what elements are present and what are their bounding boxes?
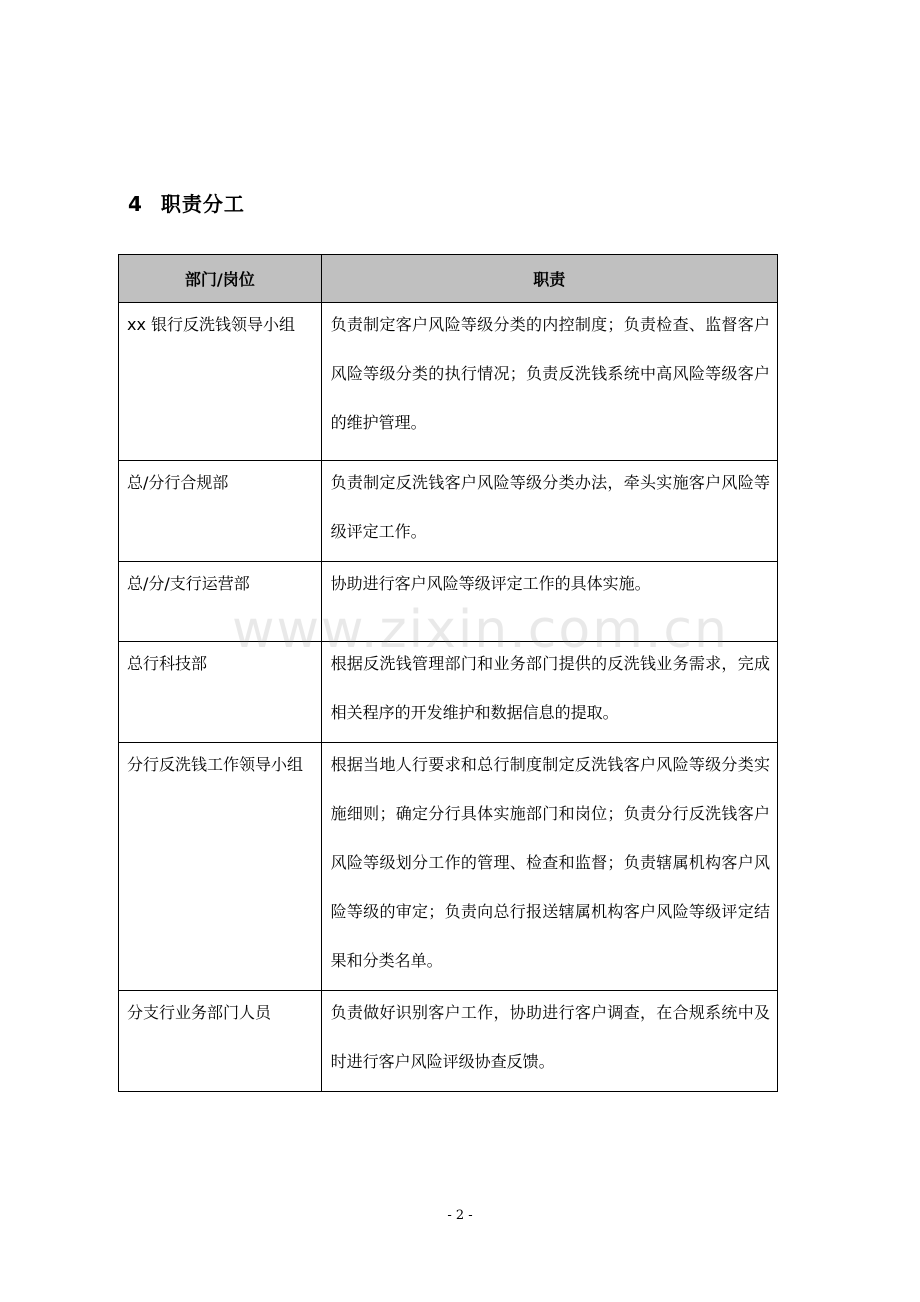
header-department: 部门/岗位: [119, 255, 322, 303]
section-heading: [128, 188, 245, 217]
duty-cell: [321, 743, 777, 991]
table-row: [119, 303, 778, 461]
duty-cell: [321, 642, 777, 743]
section-title: 职责分工: [160, 192, 245, 216]
duty-cell: [321, 562, 777, 642]
table-row: [119, 743, 778, 991]
department-cell: [119, 991, 322, 1092]
duty-text: 根据反洗钱管理部门和业务部门提供的反洗钱业务需求，完成相关程序的开发维护和数据信息的提取。: [330, 654, 770, 722]
table-row: [119, 461, 778, 562]
duty-cell: [321, 303, 777, 461]
department-text: xx 银行反洗钱领导小组: [127, 315, 296, 334]
page-number: - 2 -: [447, 1208, 473, 1223]
table-header-row: [119, 255, 778, 303]
department-cell: [119, 562, 322, 642]
department-text: 总行科技部: [127, 654, 208, 673]
duty-text: 负责做好识别客户工作，协助进行客户调查，在合规系统中及时进行客户风险评级协查反馈。: [330, 1003, 770, 1071]
duty-cell: [321, 991, 777, 1092]
department-cell: [119, 743, 322, 991]
department-text: 分行反洗钱工作领导小组: [127, 755, 304, 774]
duty-text: 负责制定反洗钱客户风险等级分类办法，牵头实施客户风险等级评定工作。: [330, 473, 770, 541]
department-text: 总/分行合规部: [127, 473, 229, 492]
duty-text: 协助进行客户风险等级评定工作的具体实施。: [330, 574, 651, 593]
department-cell: [119, 642, 322, 743]
table-row: [119, 991, 778, 1092]
duty-text: 根据当地人行要求和总行制度制定反洗钱客户风险等级分类实施细则；确定分行具体实施部门和岗位；负责分行反洗钱客户风险等级划分工作的管理、检查和监督；负责辖属机构客户风险等级的审定；负责向总行报送辖属机构客户风险等级评定结果和分类名单。: [330, 755, 770, 970]
responsibility-table: [118, 254, 778, 1092]
department-text: 总/分/支行运营部: [127, 574, 250, 593]
table-row: [119, 642, 778, 743]
department-cell: [119, 303, 322, 461]
duty-cell: [321, 461, 777, 562]
header-duty: 职责: [321, 255, 777, 303]
department-text: 分支行业务部门人员: [127, 1003, 272, 1022]
department-cell: [119, 461, 322, 562]
duty-text: 负责制定客户风险等级分类的内控制度；负责检查、监督客户风险等级分类的执行情况；负责反洗钱系统中高风险等级客户的维护管理。: [330, 315, 770, 432]
watermark: www.zixin.com.cn: [232, 600, 729, 660]
section-number: 4: [128, 192, 143, 216]
table-row: [119, 562, 778, 642]
